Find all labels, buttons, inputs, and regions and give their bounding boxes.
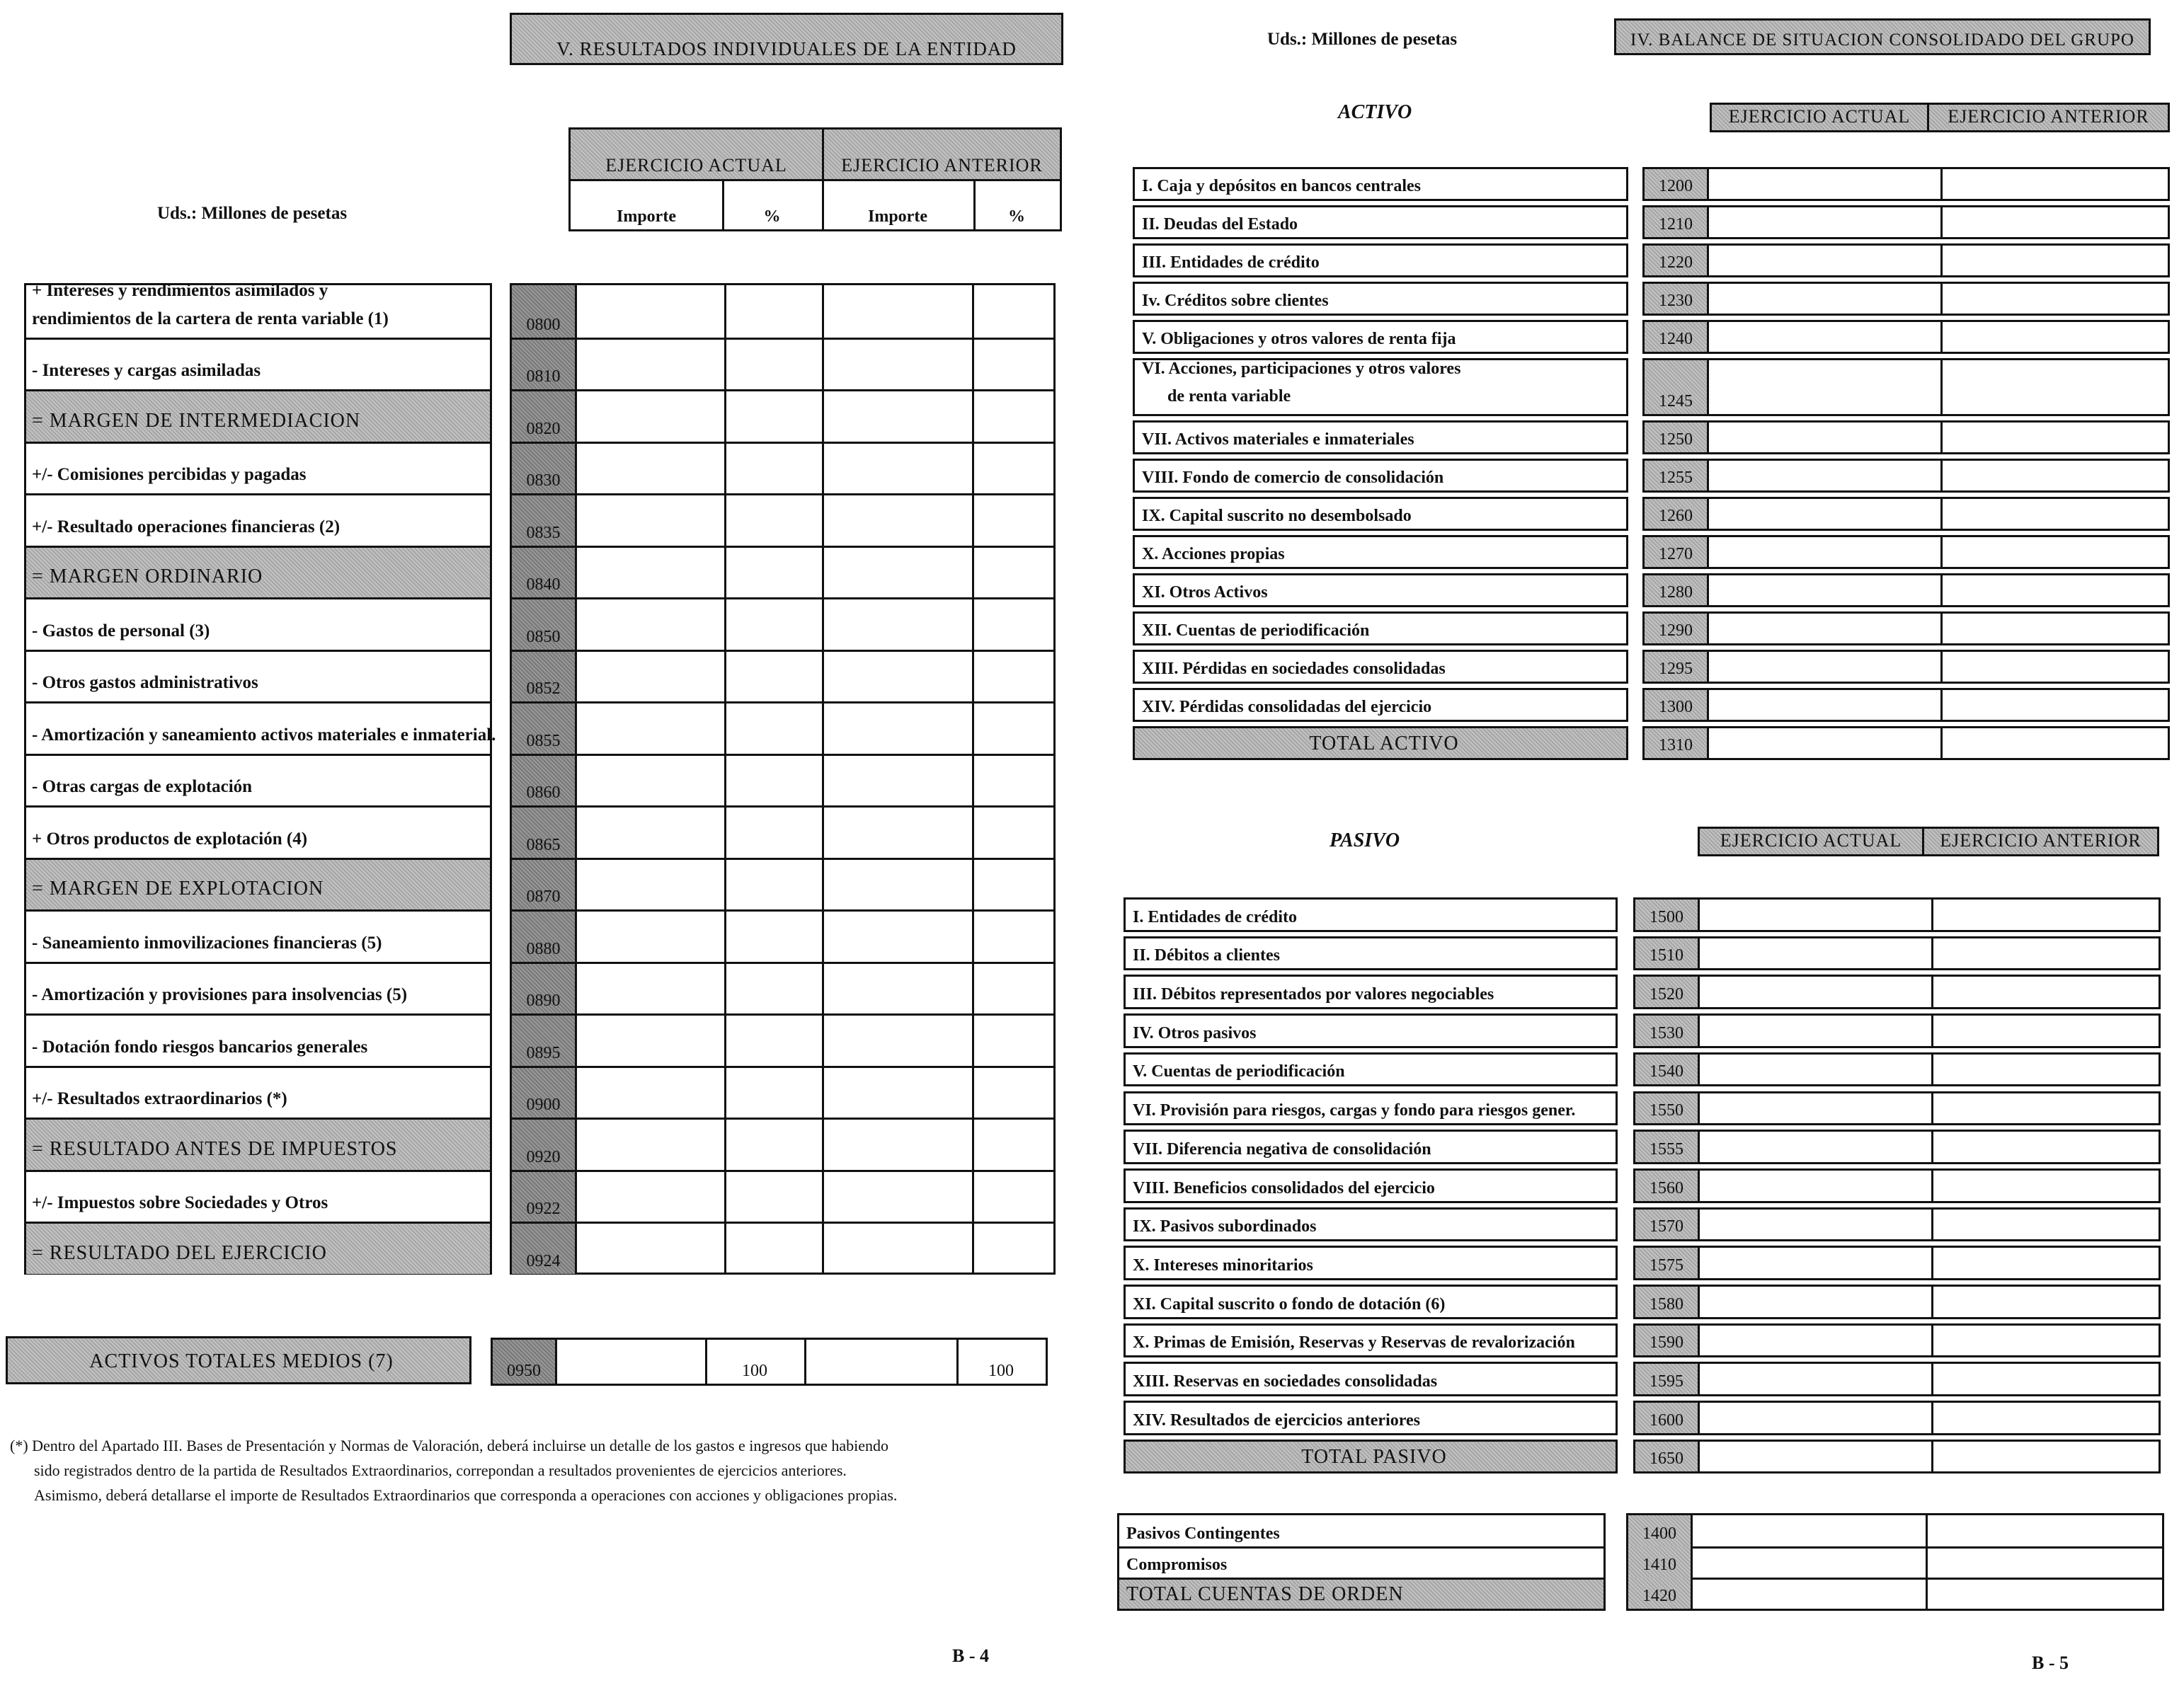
left-row-label-line: +/- Impuestos sobre Sociedades y Otros: [32, 1193, 328, 1212]
pasivo-row-values: [1633, 1130, 2161, 1164]
activo-row-label: [1133, 243, 1628, 277]
left-title-box: [510, 13, 1063, 65]
pasivo-row-code: 1530: [1635, 1016, 1698, 1046]
left-row-label: [26, 701, 496, 754]
left-row-label-line: + Otros productos de explotación (4): [32, 829, 308, 849]
pasivo-row-values: [1633, 936, 2161, 971]
activo-row-values: [1642, 420, 2170, 454]
pasivo-row-label: [1124, 897, 1618, 932]
left-row-label-line: - Amortización y saneamiento activos materiales e inmaterial.: [32, 725, 496, 745]
left-row-label: [26, 389, 490, 442]
pasivo-row-label-line: XIV. Resultados de ejercicios anteriores: [1133, 1411, 1420, 1430]
left-row-code: 0860: [512, 754, 575, 806]
activo-row-label: [1133, 726, 1628, 760]
pasivo-row-values: [1633, 1207, 2161, 1242]
activo-row-values: [1642, 459, 2170, 493]
activo-row-label-line: V. Obligaciones y otros valores de renta fija: [1142, 330, 1456, 348]
left-row-code: 0924: [512, 1222, 575, 1274]
footnote-line-3: Asimismo, deberá detallarse el importe de Resultados Extraordinarios que corresponda a operaciones con acciones y obligaciones propias.: [34, 1486, 898, 1504]
activo-row-code: 1260: [1645, 499, 1707, 529]
activo-row-label-line: II. Deudas del Estado: [1142, 215, 1298, 234]
pasivo-row-label-line: I. Entidades de crédito: [1133, 907, 1298, 926]
activo-row-label-line: XII. Cuentas de periodificación: [1142, 621, 1370, 640]
left-row-label: [26, 1118, 490, 1170]
activo-row-label: [1133, 459, 1628, 493]
left-row-label: [26, 1222, 490, 1274]
left-page-number: B - 4: [952, 1645, 989, 1666]
pasivo-row-values: [1633, 1052, 2161, 1087]
left-row-code: 0820: [512, 389, 575, 442]
left-row-code: 0900: [512, 1066, 575, 1118]
footnote-line-1: (*) Dentro del Apartado III. Bases de Presentación y Normas de Valoración, deberá incluirse un detalle de los gastos e ingresos que habiendo: [10, 1437, 888, 1454]
left-value-grid: [510, 283, 1056, 1275]
left-row-label: [26, 805, 490, 858]
left-row-code: 0852: [512, 650, 575, 702]
pasivo-row-label: [1124, 1013, 1618, 1048]
left-row-code: 0890: [512, 962, 575, 1014]
activo-row-values: [1642, 243, 2170, 277]
left-row-label-line: - Saneamiento inmovilizaciones financieras (5): [32, 933, 382, 953]
activo-row-label: [1133, 650, 1628, 684]
activo-row-label-line: IX. Capital suscrito no desembolsado: [1142, 507, 1412, 525]
activos-code: 0950: [493, 1340, 555, 1384]
left-row-code: 0800: [512, 285, 575, 338]
pasivo-row-code: 1550: [1635, 1093, 1698, 1124]
activo-row-code: 1310: [1645, 728, 1707, 758]
activos-label: ACTIVOS TOTALES MEDIOS (7): [89, 1350, 394, 1373]
left-row-label: [26, 1066, 490, 1118]
activo-row-code: 1220: [1645, 246, 1707, 275]
pasivo-row-code: 1510: [1635, 938, 1698, 969]
activo-row-label-line: XI. Otros Activos: [1142, 583, 1268, 602]
left-sub-importe-1: Importe: [617, 207, 676, 226]
left-row-label: [26, 493, 490, 546]
left-row-label-line: +/- Resultado operaciones financieras (2): [32, 517, 341, 536]
activo-hdr-actual: [1710, 103, 1929, 132]
left-row-label: [26, 442, 490, 494]
pasivo-heading: PASIVO: [1330, 829, 1400, 851]
left-row-code: 0830: [512, 442, 575, 494]
left-row-label-line: = MARGEN ORDINARIO: [32, 565, 263, 588]
pasivo-row-label: [1124, 1362, 1618, 1396]
orden-row-code: 1400: [1628, 1515, 1691, 1546]
pasivo-row-values: [1633, 1091, 2161, 1126]
activos-pct-1: 100: [742, 1362, 767, 1380]
pasivo-row-code: 1555: [1635, 1132, 1698, 1162]
activo-row-label-line: TOTAL ACTIVO: [1309, 733, 1459, 754]
pasivo-row-label-line: X. Primas de Emisión, Reservas y Reservas de revalorización: [1133, 1333, 1575, 1352]
activo-row-label: [1133, 282, 1628, 316]
left-label-column: [24, 280, 496, 1275]
right-title: IV. BALANCE DE SITUACION CONSOLIDADO DEL GRUPO: [1630, 30, 2134, 50]
left-hdr-actual-label: EJERCICIO ACTUAL: [605, 155, 787, 176]
activo-row-label-line: VII. Activos materiales e inmateriales: [1142, 430, 1414, 449]
pasivo-row-label: [1124, 1052, 1618, 1087]
pasivo-row-values: [1633, 1285, 2161, 1319]
left-sub-pct-1: %: [763, 207, 781, 226]
left-row-label: [26, 546, 490, 598]
activo-row-code: 1200: [1645, 169, 1707, 199]
activo-row-code: 1245: [1645, 360, 1707, 414]
pasivo-row-values: [1633, 1440, 2161, 1474]
right-title-box: [1614, 18, 2151, 55]
activo-row-label: [1133, 167, 1628, 201]
activo-row-label-line: XIV. Pérdidas consolidadas del ejercicio: [1142, 698, 1432, 716]
activo-row-label: [1133, 573, 1628, 607]
pasivo-row-code: 1520: [1635, 977, 1698, 1007]
left-row-label-line: + Intereses y rendimientos asimilados y: [32, 280, 328, 300]
pasivo-row-code: 1650: [1635, 1442, 1698, 1472]
pasivo-row-label-line: II. Débitos a clientes: [1133, 946, 1280, 965]
pasivo-hdr-actual-label: EJERCICIO ACTUAL: [1720, 830, 1902, 851]
pasivo-row-label: [1124, 975, 1618, 1009]
left-row-code: 0895: [512, 1013, 575, 1066]
activo-heading: ACTIVO: [1338, 101, 1412, 123]
activo-row-values: [1642, 611, 2170, 645]
left-row-label-line: - Dotación fondo riesgos bancarios generales: [32, 1037, 368, 1057]
left-row-code: 0920: [512, 1118, 575, 1170]
activo-row-code: 1210: [1645, 207, 1707, 237]
pasivo-hdr-anterior: [1922, 827, 2159, 856]
pasivo-row-values: [1633, 1401, 2161, 1435]
activo-row-label-line: Iv. Créditos sobre clientes: [1142, 292, 1329, 310]
left-row-label-line: - Gastos de personal (3): [32, 621, 210, 641]
pasivo-row-label: [1124, 1401, 1618, 1435]
left-footnote: [10, 1433, 1072, 1507]
pasivo-row-values: [1633, 897, 2161, 932]
pasivo-row-label: [1124, 1323, 1618, 1358]
activo-row-label: [1133, 205, 1628, 239]
left-sub-importe-2: Importe: [868, 207, 927, 226]
pasivo-row-label: [1124, 1168, 1618, 1203]
pasivo-row-code: 1575: [1635, 1248, 1698, 1278]
orden-row-label: [1119, 1515, 1603, 1546]
pasivo-row-label: [1124, 936, 1618, 971]
left-row-label: [26, 338, 490, 390]
left-row-label: [26, 962, 490, 1014]
pasivo-row-label-line: TOTAL PASIVO: [1301, 1446, 1447, 1469]
activo-row-code: 1290: [1645, 614, 1707, 643]
left-row-label: [26, 650, 490, 702]
activo-row-values: [1642, 282, 2170, 316]
pasivo-row-label-line: XIII. Reservas en sociedades consolidadas: [1133, 1372, 1438, 1391]
pasivo-row-values: [1633, 1323, 2161, 1358]
left-hdr-anterior-label: EJERCICIO ANTERIOR: [841, 155, 1043, 176]
pasivo-row-label-line: IX. Pasivos subordinados: [1133, 1217, 1317, 1236]
activo-hdr-anterior-label: EJERCICIO ANTERIOR: [1948, 106, 2149, 127]
left-row-label: [26, 1170, 490, 1222]
pasivo-hdr-actual: [1698, 827, 1924, 856]
activo-row-label: [1133, 497, 1628, 531]
left-row-label-line: - Intereses y cargas asimiladas: [32, 361, 261, 380]
activo-row-values: [1642, 535, 2170, 569]
pasivo-row-label-line: X. Intereses minoritarios: [1133, 1256, 1313, 1275]
pasivo-row-values: [1633, 975, 2161, 1009]
pasivo-hdr-anterior-label: EJERCICIO ANTERIOR: [1940, 830, 2142, 851]
left-row-label-line: = RESULTADO ANTES DE IMPUESTOS: [32, 1137, 398, 1160]
activo-row-values: [1642, 205, 2170, 239]
left-row-label: [26, 597, 490, 650]
activo-row-label-line: VIII. Fondo de comercio de consolidación: [1142, 469, 1444, 487]
activo-row-label-line: I. Caja y depósitos en bancos centrales: [1142, 177, 1421, 195]
orden-row-code: 1420: [1628, 1578, 1691, 1609]
pasivo-row-label: [1124, 1207, 1618, 1242]
orden-row-label-line: Pasivos Contingentes: [1126, 1524, 1280, 1543]
activo-row-code: 1240: [1645, 322, 1707, 352]
pasivo-row-values: [1633, 1013, 2161, 1048]
activos-row: [491, 1338, 1048, 1386]
pasivo-row-label: [1124, 1246, 1618, 1280]
left-row-code: 0922: [512, 1170, 575, 1222]
activo-row-label: [1133, 420, 1628, 454]
pasivo-row-values: [1633, 1246, 2161, 1280]
left-row-label: [26, 909, 490, 962]
activo-row-label-line: XIII. Pérdidas en sociedades consolidadas: [1142, 660, 1446, 678]
pasivo-row-code: 1590: [1635, 1326, 1698, 1356]
pasivo-row-label-line: VII. Diferencia negativa de consolidación: [1133, 1139, 1431, 1159]
orden-row-code: 1410: [1628, 1546, 1691, 1578]
orden-row-label: [1119, 1578, 1603, 1609]
left-row-label: [26, 1013, 490, 1066]
left-subhdr: [568, 179, 1062, 231]
orden-label-box: [1117, 1513, 1606, 1611]
activo-row-values: [1642, 726, 2170, 760]
activo-row-label: [1133, 320, 1628, 354]
footnote-line-2: sido registrados dentro de la partida de Resultados Extraordinarios, correpondan a resultados provenientes de ejercicios anteriores.: [34, 1461, 847, 1479]
activo-hdr-actual-label: EJERCICIO ACTUAL: [1728, 106, 1911, 127]
left-row-code: 0810: [512, 338, 575, 390]
left-row-code: 0840: [512, 546, 575, 598]
activo-row-values: [1642, 497, 2170, 531]
activo-row-label: [1133, 535, 1628, 569]
activo-row-code: 1250: [1645, 423, 1707, 452]
pasivo-row-label-line: III. Débitos representados por valores negociables: [1133, 985, 1494, 1004]
left-hdr-anterior: [822, 127, 1062, 181]
activo-row-label-line: de renta variable: [1167, 387, 1291, 406]
activo-row-label-line: III. Entidades de crédito: [1142, 253, 1320, 272]
activo-row-label: [1133, 688, 1628, 722]
left-row-code: 0865: [512, 805, 575, 858]
activo-row-label: [1133, 358, 1628, 416]
pasivo-row-label: [1124, 1130, 1618, 1164]
left-row-label-line: - Amortización y provisiones para insolvencias (5): [32, 985, 408, 1004]
activo-row-code: 1230: [1645, 284, 1707, 314]
left-sub-pct-2: %: [1008, 207, 1025, 226]
left-row-label-line: = RESULTADO DEL EJERCICIO: [32, 1241, 327, 1264]
pasivo-row-label-line: IV. Otros pasivos: [1133, 1023, 1257, 1042]
left-row-label-line: +/- Resultados extraordinarios (*): [32, 1089, 287, 1108]
pasivo-row-code: 1580: [1635, 1287, 1698, 1317]
pasivo-row-code: 1570: [1635, 1210, 1698, 1240]
left-row-label: [26, 858, 490, 910]
pasivo-row-label: [1124, 1091, 1618, 1126]
left-row-label-line: = MARGEN DE EXPLOTACION: [32, 878, 324, 900]
activo-row-values: [1642, 573, 2170, 607]
orden-row-label-line: Compromisos: [1126, 1556, 1228, 1574]
left-title: V. RESULTADOS INDIVIDUALES DE LA ENTIDAD: [556, 38, 1017, 59]
left-row-label-line: rendimientos de la cartera de renta variable (1): [32, 309, 389, 328]
activo-row-code: 1295: [1645, 652, 1707, 682]
pasivo-row-values: [1633, 1168, 2161, 1203]
activo-row-values: [1642, 688, 2170, 722]
activo-row-code: 1255: [1645, 461, 1707, 490]
pasivo-row-code: 1595: [1635, 1364, 1698, 1394]
pasivo-row-label-line: VIII. Beneficios consolidados del ejercicio: [1133, 1178, 1435, 1197]
pasivo-row-label-line: XI. Capital suscrito o fondo de dotación (6): [1133, 1294, 1446, 1314]
left-units: Uds.: Millones de pesetas: [157, 204, 348, 223]
pasivo-row-label: [1124, 1285, 1618, 1319]
activo-hdr-anterior: [1927, 103, 2170, 132]
left-row-code: 0880: [512, 909, 575, 962]
left-row-label-line: - Otros gastos administrativos: [32, 673, 258, 692]
left-row-label: [26, 280, 490, 338]
pasivo-row-label: [1124, 1440, 1618, 1474]
orden-row-label: [1119, 1546, 1603, 1578]
orden-row-label-line: TOTAL CUENTAS DE ORDEN: [1126, 1583, 1404, 1605]
right-page-number: B - 5: [2032, 1653, 2069, 1673]
activo-row-values: [1642, 320, 2170, 354]
left-row-code: 0870: [512, 858, 575, 910]
activo-row-code: 1270: [1645, 537, 1707, 567]
left-row-code: 0850: [512, 597, 575, 650]
activo-row-values: [1642, 650, 2170, 684]
pasivo-row-code: 1560: [1635, 1171, 1698, 1201]
activo-row-label-line: X. Acciones propias: [1142, 545, 1285, 563]
right-units: Uds.: Millones de pesetas: [1267, 30, 1458, 49]
activo-row-values: [1642, 358, 2170, 416]
pasivo-row-label-line: V. Cuentas de periodificación: [1133, 1062, 1345, 1081]
orden-value-box: [1626, 1513, 2164, 1611]
pasivo-row-label-line: VI. Provisión para riesgos, cargas y fondo para riesgos gener.: [1133, 1101, 1576, 1120]
activo-row-values: [1642, 167, 2170, 201]
left-row-label: [26, 754, 490, 806]
left-row-code: 0835: [512, 493, 575, 546]
left-row-code: 0855: [512, 701, 575, 754]
left-row-label-line: = MARGEN DE INTERMEDIACION: [32, 409, 361, 432]
left-hdr-actual: [568, 127, 824, 181]
activo-row-code: 1300: [1645, 690, 1707, 720]
left-row-label-line: +/- Comisiones percibidas y pagadas: [32, 465, 307, 484]
pasivo-row-values: [1633, 1362, 2161, 1396]
activo-row-label-line: VI. Acciones, participaciones y otros valores: [1142, 359, 1461, 378]
activos-label-box: [6, 1336, 471, 1384]
activo-row-code: 1280: [1645, 575, 1707, 605]
pasivo-row-code: 1540: [1635, 1055, 1698, 1085]
left-row-label-line: - Otras cargas de explotación: [32, 777, 253, 796]
pasivo-row-code: 1600: [1635, 1403, 1698, 1433]
pasivo-row-code: 1500: [1635, 900, 1698, 930]
activo-row-label: [1133, 611, 1628, 645]
activos-pct-2: 100: [988, 1362, 1014, 1380]
